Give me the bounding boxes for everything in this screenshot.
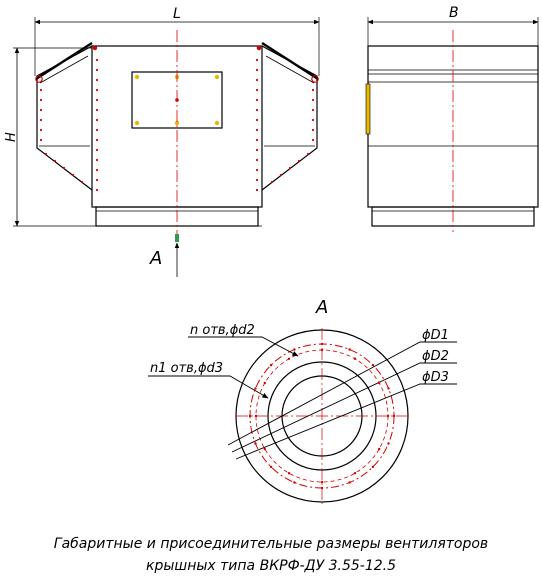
bolt-hole [378,448,380,450]
rivet [96,89,98,91]
rivet [40,139,42,141]
rivet [63,167,65,169]
rivet [280,174,282,176]
rivet [96,189,98,191]
rivet [271,181,273,183]
side-view [366,17,538,226]
bolt-hole [270,364,272,366]
rivet [256,159,258,161]
dimension-label-length: L [173,6,181,22]
rivet [256,79,258,81]
bolt-hole [393,415,395,417]
rivet [40,99,42,101]
rivet [96,159,98,161]
rivet [81,181,83,183]
rivet [312,139,314,141]
rivet [54,160,56,162]
rivet [256,119,258,121]
bolt-hole [387,415,389,417]
rivet [298,160,300,162]
bolt [215,121,219,125]
rivet [96,59,98,61]
rivet [256,179,258,181]
callout-D1: ϕD1 [422,328,449,343]
rivet [312,99,314,101]
bolt-hole [254,442,256,444]
dimension-label-width: B [449,5,459,21]
bolt-hole [254,387,256,389]
bolt-hole [372,466,374,468]
rivet [312,129,314,131]
rivet [307,153,309,155]
rivet [256,59,258,61]
rivet [256,129,258,131]
bolt-hole [249,415,251,417]
rivet [96,79,98,81]
rivet [40,109,42,111]
bolt-hole [387,442,389,444]
bolt-hole [264,382,266,384]
rivet [40,119,42,121]
rivet [312,89,314,91]
bolt-hole [378,382,380,384]
rivet [312,119,314,121]
bolt [135,75,139,79]
bolt-hole [354,472,356,474]
callout-D3: ϕD3 [422,370,449,385]
rivet [96,139,98,141]
view-arrow-label: A [150,248,163,269]
caption-line-1: Габаритные и присоединительные размеры вентиляторов [53,536,489,552]
rivet [45,153,47,155]
rivet [96,109,98,111]
bolt-hole [321,481,323,483]
callout-D2: ϕD2 [422,349,449,364]
bolt-hole [354,358,356,360]
bolt-hole [293,348,295,350]
bolt-hole [321,349,323,351]
rivet [256,99,258,101]
rivet [96,169,98,171]
bolt-hole [321,487,323,489]
rivet [312,109,314,111]
rivet [96,99,98,101]
rivet [96,69,98,71]
bolt-hole [348,348,350,350]
rivet [256,189,258,191]
rivet [96,149,98,151]
caption-line-2: крышных типа ВКРФ-ДУ 3.55-12.5 [146,558,396,574]
bolt-hole [264,448,266,450]
rivet [72,174,74,176]
bolt-hole [270,466,272,468]
flange-view [236,328,408,504]
bolt-hole [387,387,389,389]
rivet [96,179,98,181]
callout-leaders [148,337,457,459]
bolt-hole [255,415,257,417]
bolt-hole [372,364,374,366]
rivet [256,89,258,91]
rivet [40,129,42,131]
rivet [256,169,258,171]
bolt [135,121,139,125]
front-view-details [36,30,318,277]
bolt-hole [321,343,323,345]
bolt-hole [288,472,290,474]
rivet [256,69,258,71]
rivet [40,89,42,91]
callout-n1-holes-d3: n1 отв,ϕd3 [150,361,224,376]
callout-n-holes-d2: n отв,ϕd2 [190,323,255,338]
section-title: A [316,297,329,318]
bolt [215,75,219,79]
rivet [256,109,258,111]
rivet [289,167,291,169]
dimension-label-height: H [4,132,19,142]
front-view [13,17,319,226]
rivet [96,119,98,121]
bolt-hole [293,481,295,483]
rivet [256,139,258,141]
rivet [96,129,98,131]
rivet [256,149,258,151]
bolt-hole [288,358,290,360]
bolt-hole [348,481,350,483]
